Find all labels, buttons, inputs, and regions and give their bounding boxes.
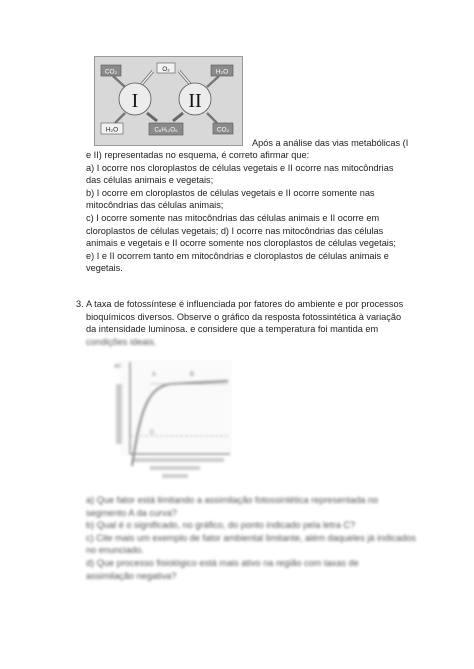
q2-line: vegetais. xyxy=(86,263,123,274)
q2-option-b: b) I ocorre em cloroplastos de células vegetais e II ocorre somente nas xyxy=(86,187,375,198)
question-3-number: 3. xyxy=(76,299,84,309)
svg-text:C: C xyxy=(150,430,155,436)
glucose-label: C₆H₁₂O₆ xyxy=(154,126,178,134)
o2-label: O₂ xyxy=(162,66,170,73)
q2-option-c: c) I ocorre somente nas mitocôndrias das células animais e II ocorre em xyxy=(86,212,380,223)
q2-line: e II) representadas no esquema, é correto afirmar que: xyxy=(86,150,310,160)
question-2-body xyxy=(86,149,422,275)
process-ii-label: II xyxy=(188,90,202,112)
h2o-bottom-label: H₂O xyxy=(105,126,119,134)
process-i-label: I xyxy=(131,90,139,112)
photosynthesis-graph xyxy=(110,354,238,484)
q3-item-c-cont: no enunciado. xyxy=(86,545,144,556)
q2-option-d: cloroplastos de células vegetais; d) I ocorre nas mitocôndrias das células xyxy=(86,225,384,236)
q3-blurred-line: condições ideais. xyxy=(86,336,157,347)
svg-text:B: B xyxy=(190,372,195,378)
q2-line: das células animais e vegetais; xyxy=(86,175,214,186)
q3-line: bioquímicos diversos. Observe o gráfico da resposta fotossintética à variação xyxy=(86,311,402,322)
svg-text:A: A xyxy=(152,372,157,378)
h2o-top-label: H₂O xyxy=(215,68,229,76)
q3-item-d-cont: assimilação negativa? xyxy=(86,570,177,581)
metabolic-scheme-figure xyxy=(94,56,243,146)
svg-text:40: 40 xyxy=(114,364,121,370)
scheme-diagram xyxy=(95,57,242,145)
q3-item-d: d) Que processo fisiológico está mais ativo na região com taxas de xyxy=(86,557,359,568)
question-3 xyxy=(76,298,432,348)
q2-option-e: e) I e II ocorrem tanto em mitocôndrias e cloroplastos de células animais e xyxy=(86,250,389,261)
q2-option-a: a) I ocorre nos cloroplastos de células vegetais e II ocorre nas mitocôndrias xyxy=(86,162,394,173)
question-2-intro: Após a análise das vias metabólicas (I xyxy=(252,138,409,148)
q3-item-b: b) Qual é o significado, no gráfico, do ponto indicado pela letra C? xyxy=(86,520,356,531)
q3-item-a: a) Que fator está limitando a assimilação fotossintética representada no xyxy=(86,495,379,505)
q3-line: A taxa de fotossíntese é influenciada por fatores do ambiente e por processos xyxy=(86,299,404,309)
q3-item-c: c) Cite mais um exemplo de fator ambiental limitante, além daqueles já indicados xyxy=(86,532,416,543)
co2-bottom-label: CO₂ xyxy=(216,126,230,134)
question-3-items xyxy=(86,494,426,582)
q3-item-a-cont: segmento A da curva? xyxy=(86,507,177,518)
co2-top-label: CO₂ xyxy=(104,68,118,76)
q3-line: da intensidade luminosa. e considere que a temperatura foi mantida em xyxy=(86,324,379,335)
q2-line: mitocôndrias das células animais; xyxy=(86,200,224,211)
q2-line: animais e vegetais e II ocorre somente nos cloroplastos de células vegetais; xyxy=(86,238,396,249)
graph-svg xyxy=(110,354,238,484)
